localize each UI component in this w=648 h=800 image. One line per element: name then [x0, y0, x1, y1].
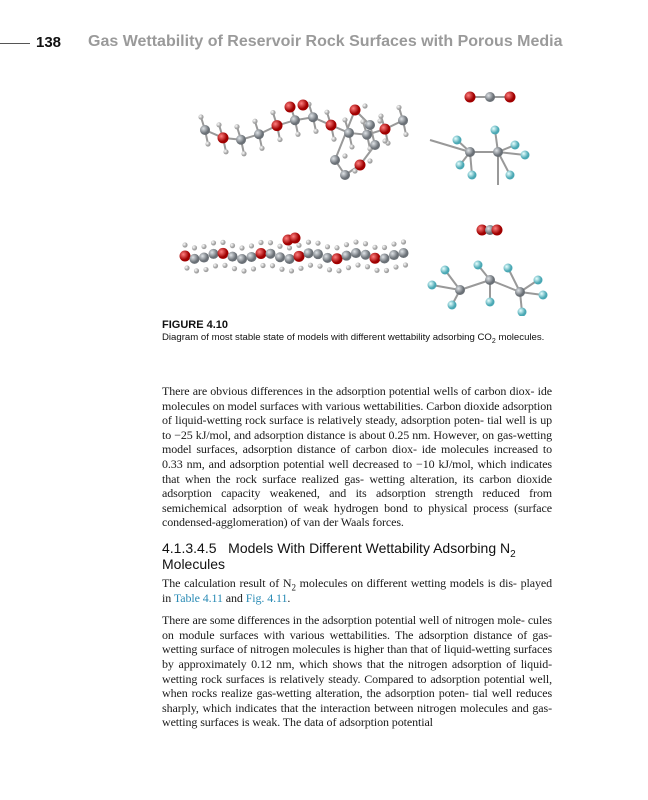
atom-F [448, 301, 457, 310]
atom-F [518, 308, 527, 317]
atom-H [251, 266, 256, 271]
atom-H [401, 239, 406, 244]
atom-O [380, 124, 391, 135]
atom-C [389, 250, 399, 260]
atom-H [308, 263, 313, 268]
atom-C [485, 92, 495, 102]
atom-H [260, 263, 265, 268]
atom-O [370, 253, 381, 264]
atom-H [277, 137, 282, 142]
atom-H [182, 242, 187, 247]
atom-H [194, 268, 199, 273]
atom-F [534, 276, 543, 285]
atom-C [304, 248, 314, 258]
atom-H [223, 149, 228, 154]
atom-H [296, 243, 301, 248]
atom-H [403, 262, 408, 267]
section-heading: 4.1.3.4.5 Models With Different Wettability Adsorbing $N_2$ Molecules [162, 539, 516, 572]
atom-H [198, 114, 203, 119]
atom-H [268, 240, 273, 245]
atom-C [370, 140, 380, 150]
atom-F [521, 151, 530, 160]
atom-H [342, 117, 347, 122]
atom-C [199, 253, 209, 263]
atom-C [351, 248, 361, 258]
atom-O [285, 102, 296, 113]
atom-C [313, 249, 323, 259]
atom-H [324, 110, 329, 115]
atom-H [192, 245, 197, 250]
atom-H [259, 146, 264, 151]
atom-H [277, 244, 282, 249]
atom-F [539, 291, 548, 300]
atom-F [506, 171, 515, 180]
atom-H [353, 239, 358, 244]
text-line: to −10 kJ/mol, which indicates that when the rock surface realized gas- [162, 456, 552, 486]
page-number: 138 [36, 34, 62, 51]
atom-O [218, 132, 229, 143]
atom-H [384, 268, 389, 273]
text-line: tial well reduces sharply, which indicates that the interaction between nitrogen [162, 686, 553, 715]
text-line: ide molecules increased to 0.33 nm, and adsorption potential well decreased [162, 442, 552, 471]
text-line: There are some differences in the adsorption potential well of nitrogen mole- [162, 613, 525, 628]
atom-H [393, 264, 398, 269]
atom-C [190, 254, 200, 264]
atom-F [468, 171, 477, 180]
atom-H [374, 268, 379, 273]
atom-C [247, 252, 257, 262]
atom-F [441, 266, 450, 275]
text-line: surfaces by approximately 0.12 nm, which shows that the nitrogen adsorption [162, 642, 553, 671]
text-line: ide molecules on model surfaces with various wettabilities. Carbon dioxide [162, 384, 552, 413]
atom-F [453, 136, 462, 145]
text-line: gas-wetting surface of nitrogen molecules is higher than that of liquid-wetting [162, 627, 552, 657]
atom-H [396, 105, 401, 110]
atom-H [355, 262, 360, 267]
atom-F [504, 264, 513, 273]
text-line: adsorption strength reduced from semichemical adsorption of weak hydrogen [162, 486, 553, 515]
atom-H [346, 265, 351, 270]
atom-C [362, 130, 372, 140]
running-title: Gas Wettability of Reservoir Rock Surfaces with Porous Media [88, 33, 563, 50]
atom-H [382, 138, 387, 143]
atom-H [378, 114, 383, 119]
atom-H [270, 263, 275, 268]
atom-O [350, 105, 361, 116]
atom-H [234, 124, 239, 129]
text-line: of liquid-wetting rock surfaces is relatively steady. Compared to adsorption [162, 656, 552, 686]
atom-C [515, 287, 525, 297]
text-line: adsorption of liquid-wetting rock surface is relatively steady, adsorption poten- [162, 398, 552, 428]
atom-C [323, 253, 333, 263]
atom-H [360, 119, 365, 124]
atom-H [220, 240, 225, 245]
atom-H [279, 267, 284, 272]
atom-C [228, 252, 238, 262]
atom-C [344, 128, 354, 138]
atom-H [362, 103, 367, 108]
text-line: bond to physical process (surface condensed-agglomeration) of van der Waals [162, 500, 552, 530]
atom-H [391, 241, 396, 246]
molecule-atoms [180, 92, 548, 317]
text-line: molecules and gas-wetting surfaces is weak. The data of adsorption potential [162, 700, 552, 730]
atom-H [367, 158, 372, 163]
atom-H [372, 245, 377, 250]
atom-H [336, 268, 341, 273]
atom-H [363, 241, 368, 246]
atom-O [465, 92, 476, 103]
molecular-models-figure [160, 80, 550, 316]
text-line: However, on gas-wetting model surfaces, adsorption distance of carbon diox- [162, 427, 552, 457]
atom-H [241, 268, 246, 273]
atom-C [254, 129, 264, 139]
atom-H [313, 129, 318, 134]
atom-H [201, 244, 206, 249]
table-4-11-link[interactable]: Table 4.11 [173, 590, 223, 605]
atom-C [308, 112, 318, 122]
atom-H [315, 241, 320, 246]
main-column [162, 80, 552, 730]
atom-H [349, 144, 354, 149]
text-line: forces. [372, 515, 404, 530]
atom-H [249, 243, 254, 248]
atom-H [270, 110, 275, 115]
text-line: cules on module surfaces with various wettabilities. The adsorption distance of [162, 613, 552, 642]
atom-O [272, 120, 283, 131]
atom-O [492, 225, 503, 236]
atom-H [342, 153, 347, 158]
atom-C [266, 249, 276, 259]
atom-H [403, 132, 408, 137]
atom-F [486, 298, 495, 307]
paragraph-n2-adsorption [162, 613, 552, 730]
atom-H [230, 243, 235, 248]
atom-F [491, 126, 500, 135]
atom-C [200, 125, 210, 135]
text-line: There are obvious differences in the adsorption potential wells of carbon diox- [162, 384, 535, 398]
fig-4-11-link[interactable]: Fig. 4.11 [245, 590, 288, 605]
atom-H [325, 244, 330, 249]
atom-O [294, 251, 305, 262]
atom-C [398, 115, 408, 125]
atom-O [332, 253, 343, 264]
atom-C [275, 252, 285, 262]
atom-H [213, 263, 218, 268]
atom-C [330, 155, 340, 165]
atom-H [334, 245, 339, 250]
atom-H [352, 168, 357, 173]
atom-O [505, 92, 516, 103]
atom-H [252, 119, 257, 124]
text-line: potential well, when rocks realize gas-wetting alteration, the adsorption poten- [162, 671, 552, 701]
atom-H [331, 137, 336, 142]
atom-O [326, 120, 337, 131]
atom-C [465, 147, 475, 157]
atom-H [203, 267, 208, 272]
section-number: 4.1.3.4.5 [162, 539, 217, 556]
atom-H [344, 242, 349, 247]
figure-caption: Diagram of most stable state of models with different wettability adsorbing $CO_2$ molecules. [162, 332, 545, 345]
atom-H [222, 263, 227, 268]
atom-C [285, 254, 295, 264]
atom-F [456, 161, 465, 170]
atom-O [290, 233, 301, 244]
figure-label: FIGURE 4.10 [162, 319, 229, 331]
atom-C [361, 250, 371, 260]
atom-H [327, 267, 332, 272]
atom-H [239, 245, 244, 250]
atom-C [340, 170, 350, 180]
atom-F [474, 261, 483, 270]
atom-H [205, 141, 210, 146]
atom-H [216, 122, 221, 127]
atom-H [295, 132, 300, 137]
atom-H [289, 268, 294, 273]
atom-C [209, 249, 219, 259]
header-rule [0, 43, 30, 44]
atom-O [298, 100, 309, 111]
atom-H [232, 266, 237, 271]
atom-H [365, 264, 370, 269]
paragraph-n2-result: The calculation result of $N_2$ molecules on different wetting models is dis- played in Table 4.11 and Fig. 4.11. [162, 575, 552, 605]
text-line: wetting alteration, its carbon dioxide adsorption capacity weakened, and its [162, 471, 552, 501]
atom-O [180, 251, 191, 262]
paragraph-co2-adsorption [162, 384, 552, 530]
atom-C [365, 120, 375, 130]
atom-H [377, 118, 382, 123]
atom-F [511, 141, 520, 150]
atom-C [236, 135, 246, 145]
atom-C [455, 285, 465, 295]
atom-H [298, 266, 303, 271]
atom-H [287, 245, 292, 250]
atom-H [317, 264, 322, 269]
atom-C [399, 248, 409, 258]
atom-O [218, 248, 229, 259]
atom-C [380, 253, 390, 263]
atom-H [258, 240, 263, 245]
atom-H [306, 240, 311, 245]
atom-H [382, 245, 387, 250]
atom-C [237, 254, 247, 264]
atom-H [241, 151, 246, 156]
atom-H [211, 240, 216, 245]
atom-F [428, 281, 437, 290]
atom-O [256, 248, 267, 259]
text-line: tial well is up to −25 kJ/mol, and adsorption distance is about 0.25 nm. [162, 413, 552, 442]
atom-H [184, 265, 189, 270]
atom-C [493, 147, 503, 157]
atom-C [290, 115, 300, 125]
atom-C [342, 251, 352, 261]
atom-C [485, 275, 495, 285]
